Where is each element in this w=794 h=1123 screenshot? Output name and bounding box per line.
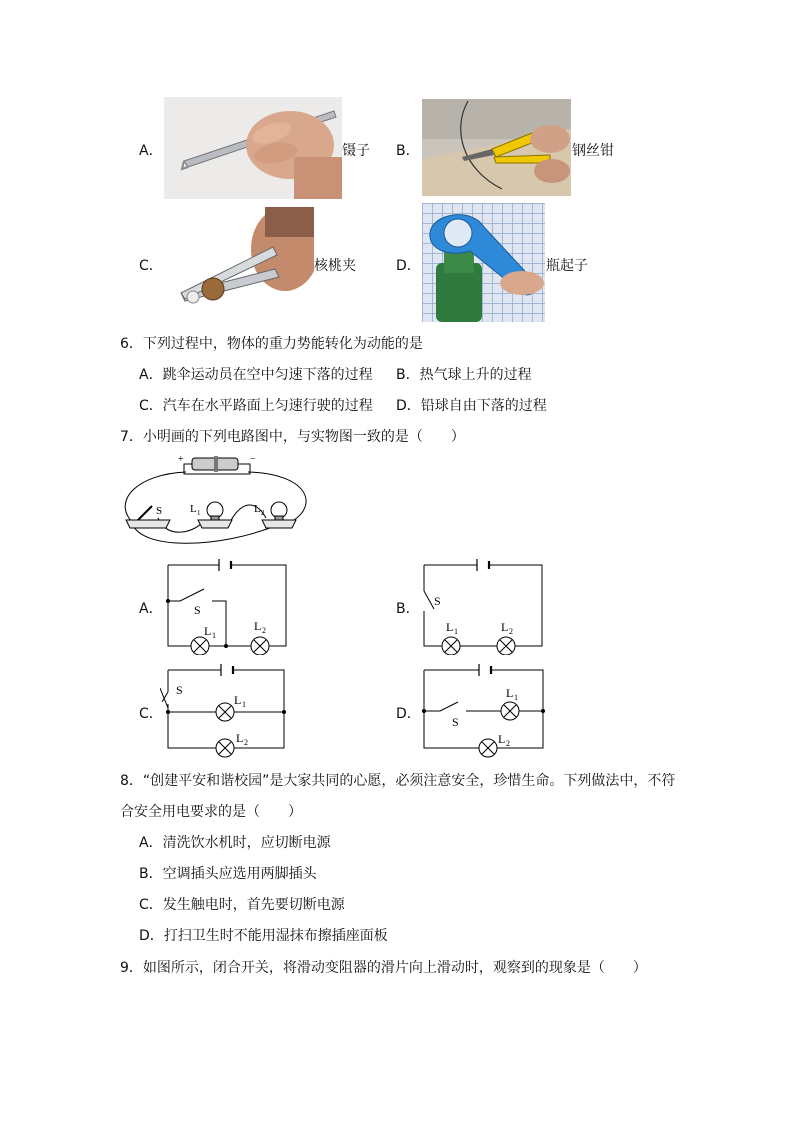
q7-option-a-letter: A． [139,601,163,617]
diagram-b-l1: L [446,620,454,634]
q7-option-b-letter: B． [396,601,420,617]
physical-l2-sub: 2 [261,509,265,517]
diagram-b-l1-sub: 1 [454,627,458,636]
q8-option-d: D．打扫卫生时不能用湿抹布擦插座面板 [139,928,388,944]
option-a-caption: 镊子 [342,143,370,159]
diagram-d-l1-sub: 1 [514,693,518,702]
tweezers-photo [164,97,342,199]
diagram-a-l1-sub: 1 [212,631,216,640]
diagram-a-l1: L [204,624,212,638]
q8-stem-line1: 8．“创建平安和谐校园”是大家共同的心愿，必须注意安全，珍惜生命。下列做法中，不符 [120,773,676,789]
q9-stem: 9．如图所示，闭合开关，将滑动变阻器的滑片向上滑动时，观察到的现象是（ ） [120,960,647,976]
q6-option-c: C．汽车在水平路面上匀速行驶的过程 [139,398,373,414]
q6-stem: 6．下列过程中，物体的重力势能转化为动能的是 [120,336,423,352]
diagram-c-l1-sub: 1 [242,700,246,709]
q8-option-a: A．清洗饮水机时，应切断电源 [139,835,331,851]
q7-option-d-letter: D． [396,706,421,722]
diagram-d-switch-label: S [452,715,459,729]
bottle-opener-photo [422,203,545,322]
option-d-letter: D． [396,258,421,274]
diagram-c-l1: L [234,693,242,707]
q8-stem-line2: 合安全用电要求的是（ ） [120,804,302,820]
circuit-diagram-c [160,660,294,760]
physical-l1-label: L [190,503,197,515]
option-d-caption: 瓶起子 [546,258,588,274]
diagram-d-l2-sub: 2 [506,739,510,748]
physical-l2-label: L [254,503,261,515]
diagram-a-l2-sub: 2 [262,626,266,635]
battery-plus: + [178,454,184,465]
diagram-c-switch-label: S [176,683,183,697]
diagram-b-l2: L [501,620,509,634]
diagram-b-switch-label: S [434,594,441,608]
physical-switch-label: S [156,505,163,517]
option-c-letter: C． [139,258,163,274]
diagram-a-l2: L [254,619,262,633]
q8-option-c: C．发生触电时，首先要切断电源 [139,897,345,913]
pliers-photo [422,99,571,196]
diagram-c-l2-sub: 2 [244,738,248,747]
circuit-diagram-a [160,555,294,655]
circuit-diagram-d [416,660,550,760]
nutcracker-photo [175,207,314,307]
q6-option-b: B．热气球上升的过程 [396,367,532,383]
diagram-a-switch-label: S [194,603,201,617]
battery-minus: − [250,454,256,465]
option-a-letter: A． [139,143,163,159]
circuit-diagram-b [416,555,550,655]
q7-option-c-letter: C． [139,706,163,722]
option-b-caption: 钢丝钳 [572,143,614,159]
q7-stem: 7．小明画的下列电路图中，与实物图一致的是（ ） [120,429,465,445]
physical-circuit-figure [118,450,318,550]
diagram-b-l2-sub: 2 [509,627,513,636]
q8-option-b: B．空调插头应选用两脚插头 [139,866,317,882]
option-b-letter: B． [396,143,420,159]
diagram-d-l1: L [506,686,514,700]
option-c-caption: 核桃夹 [314,258,356,274]
diagram-d-l2: L [498,732,506,746]
q6-option-d: D．铅球自由下落的过程 [396,398,547,414]
diagram-c-l2: L [236,731,244,745]
physical-l1-sub: 1 [197,509,201,517]
q6-option-a: A．跳伞运动员在空中匀速下落的过程 [139,367,373,383]
